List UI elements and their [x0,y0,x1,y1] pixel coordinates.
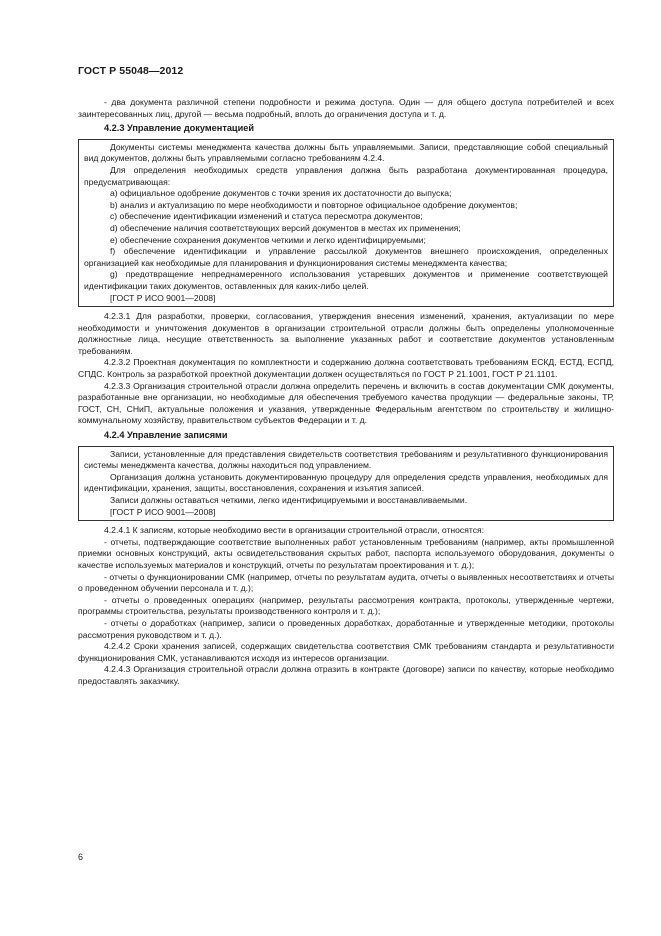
section-4-2-3-heading: 4.2.3 Управление документацией [104,123,254,134]
section-4-2-4-heading: 4.2.4 Управление записями [104,430,228,441]
quote-paragraph: Записи должны оставаться четкими, легко идентифицируемыми и восстанавливаемыми. [110,495,468,505]
clause-paragraph: 4.2.3.1 Для разработки, проверки, согласования, утверждения внесения изменений, хранения, актуализации по мере необходимости и уничтожения документов в организации строительной отрасли должны быть определены уполномоченные должностные лица, несущие ответственность за выполнение указанных работ и соответствие документов установленным требованиям. [78,311,614,356]
quote-reference: [ГОСТ Р ИСО 9001—2008] [110,292,216,303]
clause-paragraph: 4.2.4.1 К записям, которые необходимо вести в организации строительной отрасли, относятся: [104,525,485,536]
clause-paragraph: 4.2.3.2 Проектная документация по комплектности и содержанию должна соответствовать требованиям ЕСКД, ЕСТД, ЕСПД, СПДС. Контроль за разработкой проектной документации должен осуществляться по ГОСТ Р 21.1001, ГОСТ Р 21.1101. [78,357,614,380]
quote-list-item: g) предотвращение непреднамеренного использования устаревших документов и применение соответствующей идентификации таких документов, оставленных для каких-либо целей. [84,269,608,291]
quote-list-item: c) обеспечение идентификации изменений и статуса пересмотра документов; [110,211,423,222]
quote-list-item: b) анализ и актуализацию по мере необходимости и повторное официальное одобрение документов; [110,199,518,210]
quote-reference: [ГОСТ Р ИСО 9001—2008] [110,506,216,517]
list-item: - отчеты, подтверждающие соответствие выполненных работ установленным требованиям (например, акты промышленной приемки основных конструкций, акты освидетельствования скрытых работ, паспорта используемого оборудования, документы о качестве используемых материалов и конструкций, отчеты по результатам проектирования и т. д.); [78,536,614,570]
section-4-2-3-quote-box [78,139,614,307]
document-body [78,97,614,690]
document-header: ГОСТ Р 55048—2012 [78,65,184,77]
list-item: - отчеты о функционировании СМК (например, отчеты по результатам аудита, отчеты о выявленных несоответствиях и отчеты о проведенном обучении персонала и т. д.); [78,571,614,594]
list-item: - отчеты о доработках (например, записи о проведенных доработках, доработанные и утвержденные методики, протоколы рассмотрения руководством и т. д.). [78,617,614,640]
quote-list-item: d) обеспечение наличия соответствующих версий документов в местах их применения; [110,222,461,233]
clause-paragraph: 4.2.4.3 Организация строительной отрасли должна отразить в контракте (договоре) записи по качеству, которые необходимо предоставлять заказчику. [78,664,614,686]
quote-list-item: a) официальное одобрение документов с точки зрения их достаточности до выпуска; [110,188,452,199]
section-4-2-4-quote-box [78,446,614,522]
quote-list-item: f) обеспечение идентификации и управление рассылкой документов внешнего происхождения, определенных организацией как необходимые для планирования и функционирования системы менеджмента качества; [84,246,608,268]
intro-list-item: - два документа различной степени подробности и режима доступа. Один — для общего доступа потребителей и всех заинтересованных лиц, другой — весьма подробный, вплоть до ограничения доступа и т. д. [78,97,614,119]
quote-list-item: e) обеспечение сохранения документов четкими и легко идентифицируемыми; [110,234,426,245]
page-number: 6 [78,852,84,862]
list-item: - отчеты о проведенных операциях (например, результаты рассмотрения контракта, протоколы, утвержденные чертежи, программы строительства, результаты производственного контроля и т. д.); [78,594,614,617]
clause-paragraph: 4.2.4.2 Сроки хранения записей, содержащих свидетельства соответствия СМК требованиям стандарта и результативности функционирования СМК, устанавливаются исходя из интересов организации. [78,641,614,663]
quote-paragraph: Записи, установленные для представления свидетельств соответствия требованиям и результативного функционирования системы менеджмента качества, должны находиться под управлением. [84,448,608,471]
quote-paragraph: Документы системы менеджмента качества должны быть управляемыми. Записи, представляющие собой специальный вид документов, должны быть управляемыми согласно требованиям 4.2.4. [84,141,608,164]
quote-paragraph: Для определения необходимых средств управления должна быть разработана документированная процедура, предусматривающая: [84,164,608,187]
quote-paragraph: Организация должна установить документированную процедуру для определения средств управления, необходимых для идентификации, хранения, защиты, восстановления, сохранения и изъятия записей. [84,471,608,494]
clause-paragraph: 4.2.3.3 Организация строительной отрасли должна определить перечень и включить в состав документации СМК документы, разработанные вне организации, но необходимые для обеспечения требуемого качества продукции — федеральные законы, ТР, ГОСТ, СН, СНиП, актуальные положения и указания, утвержденные Федеральным агентством по строительству и жилищно-коммунальному хозяйству, правительством субъектов Федерации и т. д. [78,380,614,426]
